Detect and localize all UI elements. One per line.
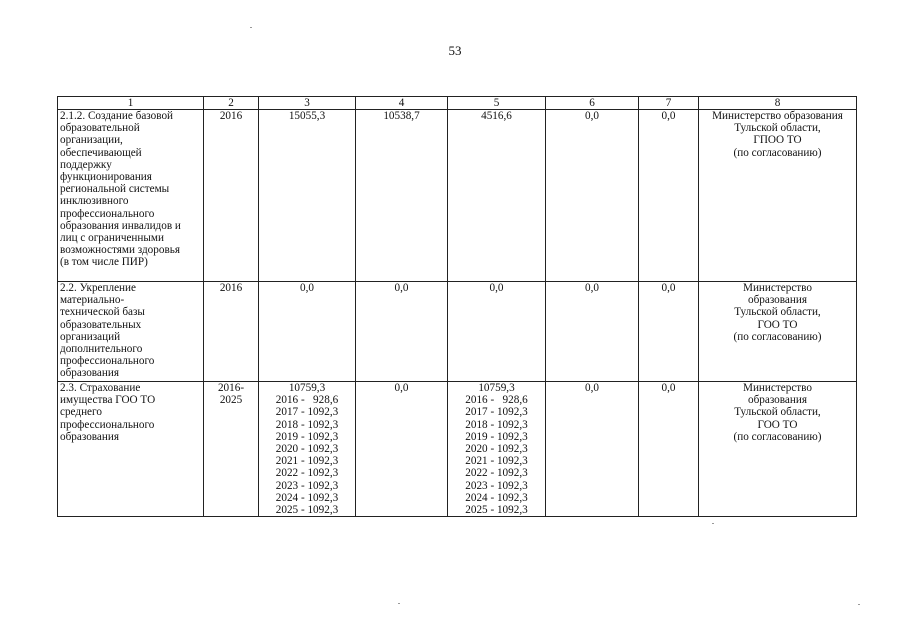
name-line: профессионального (60, 207, 155, 220)
col5-cell: 10759,3 2016 - 928,6 2017 - 1092,3 2018 - 1092,3 2019 - 1092,3 2020 - 1092,3 2021 - 1092,3 2022 - 1092,3 2023 - 1092,3 2024 - 1092,3 2025 - 1092,3 (448, 382, 546, 517)
measure-name-cell (58, 382, 204, 517)
name-line: инклюзивного (60, 195, 129, 208)
year-cell: 2016- 2025 (204, 382, 259, 517)
name-line: 2.3. Страхование (60, 382, 141, 394)
column-header: 5 (448, 97, 546, 110)
measure-name-cell (58, 282, 204, 382)
scan-speck (250, 27, 252, 28)
column-header: 7 (639, 97, 699, 110)
program-table (57, 96, 857, 517)
column-header: 2 (204, 97, 259, 110)
total-cell: 10759,3 2016 - 928,6 2017 - 1092,3 2018 - 1092,3 2019 - 1092,3 2020 - 1092,3 2021 - 1092,3 2022 - 1092,3 2023 - 1092,3 2024 - 1092,3 2025 - 1092,3 (259, 382, 356, 517)
measure-name-cell (58, 110, 204, 282)
column-header: 1 (58, 97, 204, 110)
col4-cell: 0,0 (356, 282, 448, 382)
executor-cell: Министерство образования Тульской области, ГОО ТО (по согласованию) (699, 382, 857, 517)
name-line: образовательной (60, 122, 140, 135)
col6-cell: 0,0 (546, 382, 639, 517)
col7-cell: 0,0 (639, 282, 699, 382)
name-line: дополнительного (60, 343, 143, 356)
column-header: 6 (546, 97, 639, 110)
col7-cell: 0,0 (639, 110, 699, 282)
name-line: материально- (60, 294, 125, 307)
col7-cell: 0,0 (639, 382, 699, 517)
name-line: имущества ГОО ТО (60, 394, 156, 407)
page-number: 53 (448, 43, 462, 58)
col5-cell: 4516,6 (448, 110, 546, 282)
total-cell: 15055,3 (259, 110, 356, 282)
scan-speck (712, 523, 714, 524)
col5-cell: 0,0 (448, 282, 546, 382)
scan-speck (398, 603, 400, 604)
column-header: 8 (699, 97, 857, 110)
year-cell: 2016 (204, 282, 259, 382)
col6-cell: 0,0 (546, 110, 639, 282)
name-line: профессионального (60, 355, 155, 368)
name-line: образовательных (60, 318, 142, 331)
table-header-row (58, 97, 857, 110)
executor-cell: Министерство образования Тульской области, ГПОО ТО (по согласованию) (699, 110, 857, 282)
scan-speck (858, 604, 860, 605)
col4-cell: 10538,7 (356, 110, 448, 282)
table-row (58, 110, 857, 282)
name-line: (в том числе ПИР) (60, 256, 148, 269)
name-line: образования (60, 430, 120, 443)
name-line: функционирования (60, 171, 152, 184)
name-line: 2.2. Укрепление (60, 282, 136, 294)
name-line: лиц с ограниченными (60, 232, 164, 245)
table-row (58, 382, 857, 517)
name-line: образования (60, 367, 120, 380)
name-line: организации, (60, 134, 123, 147)
name-line: поддержку (60, 158, 112, 171)
col6-cell: 0,0 (546, 282, 639, 382)
name-line: 2.1.2. Создание базовой (60, 110, 174, 122)
name-line: обеспечивающей (60, 146, 142, 159)
table-row (58, 282, 857, 382)
column-header: 3 (259, 97, 356, 110)
year-cell: 2016 (204, 110, 259, 282)
total-cell: 0,0 (259, 282, 356, 382)
name-line: возможностями здоровья (60, 244, 180, 257)
name-line: организаций (60, 330, 121, 343)
executor-cell: Министерство образования Тульской области, ГОО ТО (по согласованию) (699, 282, 857, 382)
name-line: образования инвалидов и (60, 219, 181, 232)
col4-cell: 0,0 (356, 382, 448, 517)
column-header: 4 (356, 97, 448, 110)
name-line: технической базы (60, 306, 145, 319)
name-line: региональной системы (60, 183, 170, 196)
name-line: среднего (60, 406, 102, 419)
name-line: профессионального (60, 418, 155, 431)
